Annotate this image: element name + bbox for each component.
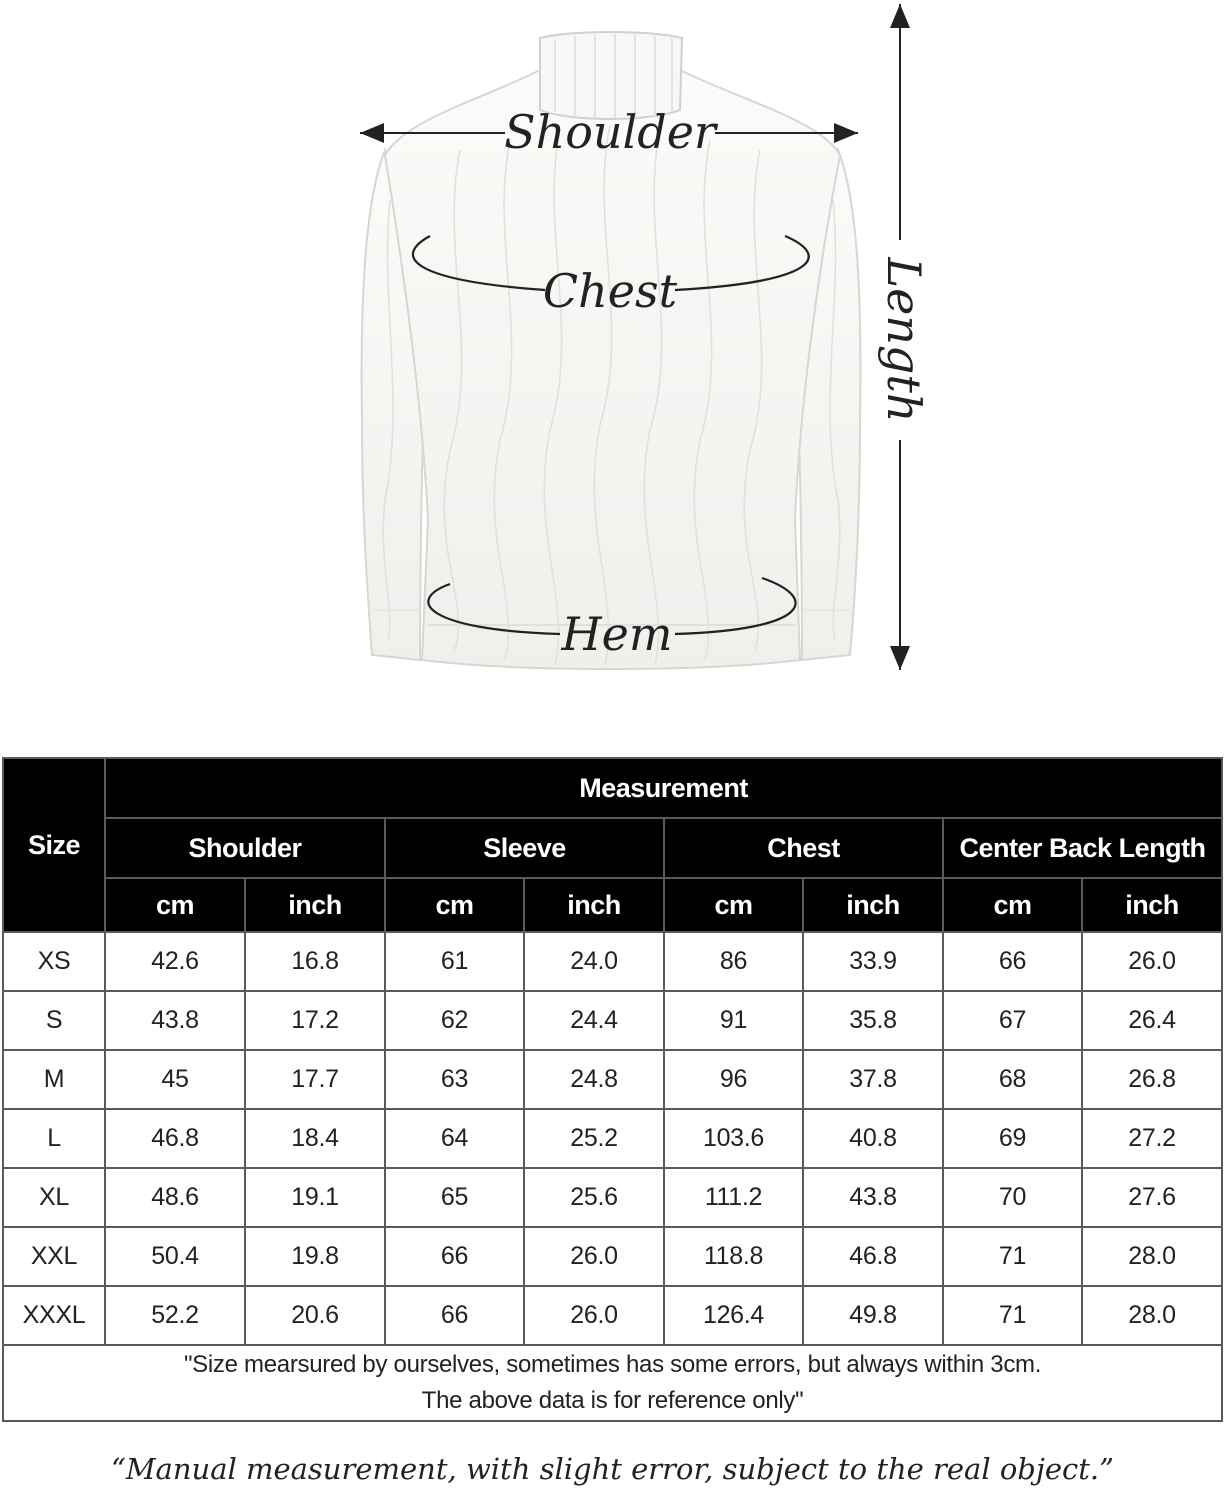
measurement-cell: 18.4 bbox=[245, 1109, 385, 1168]
measurement-cell: 19.1 bbox=[245, 1168, 385, 1227]
measurement-cell: 40.8 bbox=[803, 1109, 943, 1168]
table-note bbox=[3, 1345, 1222, 1421]
size-cell: XXXL bbox=[3, 1286, 105, 1345]
size-chart-table bbox=[2, 757, 1223, 1422]
table-row bbox=[3, 991, 1222, 1050]
measurement-cell: 64 bbox=[385, 1109, 524, 1168]
table-note-line1: "Size mearsured by ourselves, sometimes has some errors, but always within 3cm. bbox=[183, 1351, 1042, 1378]
measurement-cell: 71 bbox=[943, 1227, 1082, 1286]
size-cell: L bbox=[3, 1109, 105, 1168]
measurement-cell: 20.6 bbox=[245, 1286, 385, 1345]
measurement-cell: 26.4 bbox=[1082, 991, 1222, 1050]
measurement-cell: 27.6 bbox=[1082, 1168, 1222, 1227]
table-note-line2: The above data is for reference only" bbox=[421, 1387, 804, 1414]
measurement-cell: 16.8 bbox=[245, 932, 385, 991]
measurement-cell: 70 bbox=[943, 1168, 1082, 1227]
hem-label: Hem bbox=[561, 607, 673, 661]
measurement-cell: 103.6 bbox=[664, 1109, 803, 1168]
group-header: Shoulder bbox=[105, 818, 385, 878]
measurement-cell: 28.0 bbox=[1082, 1286, 1222, 1345]
measurement-cell: 43.8 bbox=[803, 1168, 943, 1227]
measurement-cell: 118.8 bbox=[664, 1227, 803, 1286]
unit-header: cm bbox=[385, 878, 524, 932]
chest-label: Chest bbox=[542, 264, 678, 318]
unit-header: cm bbox=[943, 878, 1082, 932]
table-row bbox=[3, 1050, 1222, 1109]
group-header: Sleeve bbox=[385, 818, 664, 878]
size-cell: M bbox=[3, 1050, 105, 1109]
table-row bbox=[3, 1109, 1222, 1168]
measurement-cell: 66 bbox=[385, 1286, 524, 1345]
shoulder-label: Shoulder bbox=[504, 105, 716, 159]
measurement-cell: 68 bbox=[943, 1050, 1082, 1109]
measurement-cell: 71 bbox=[943, 1286, 1082, 1345]
measurement-cell: 86 bbox=[664, 932, 803, 991]
measurement-header: Measurement bbox=[105, 758, 1222, 818]
group-header: Center Back Length bbox=[943, 818, 1222, 878]
unit-header: inch bbox=[803, 878, 943, 932]
measurement-cell: 52.2 bbox=[105, 1286, 245, 1345]
measurement-cell: 43.8 bbox=[105, 991, 245, 1050]
measurement-cell: 48.6 bbox=[105, 1168, 245, 1227]
size-cell: XL bbox=[3, 1168, 105, 1227]
measurement-cell: 65 bbox=[385, 1168, 524, 1227]
measurement-cell: 96 bbox=[664, 1050, 803, 1109]
measurement-cell: 46.8 bbox=[105, 1109, 245, 1168]
measurement-cell: 67 bbox=[943, 991, 1082, 1050]
measurement-cell: 50.4 bbox=[105, 1227, 245, 1286]
table-row bbox=[3, 1168, 1222, 1227]
measurement-cell: 26.0 bbox=[1082, 932, 1222, 991]
measurement-cell: 33.9 bbox=[803, 932, 943, 991]
measurement-cell: 49.8 bbox=[803, 1286, 943, 1345]
measurement-cell: 24.8 bbox=[524, 1050, 664, 1109]
measurement-cell: 69 bbox=[943, 1109, 1082, 1168]
size-cell: XS bbox=[3, 932, 105, 991]
unit-header: inch bbox=[245, 878, 385, 932]
sweater-measurement-diagram bbox=[0, 0, 1225, 740]
measurement-cell: 46.8 bbox=[803, 1227, 943, 1286]
group-header: Chest bbox=[664, 818, 943, 878]
measurement-cell: 26.0 bbox=[524, 1227, 664, 1286]
measurement-cell: 42.6 bbox=[105, 932, 245, 991]
footer-note: “Manual measurement, with slight error, subject to the real object.” bbox=[111, 1452, 1114, 1486]
measurement-cell: 17.7 bbox=[245, 1050, 385, 1109]
measurement-cell: 25.2 bbox=[524, 1109, 664, 1168]
table-row bbox=[3, 932, 1222, 991]
unit-header: inch bbox=[1082, 878, 1222, 932]
measurement-cell: 17.2 bbox=[245, 991, 385, 1050]
table-row bbox=[3, 1286, 1222, 1345]
measurement-cell: 91 bbox=[664, 991, 803, 1050]
measurement-cell: 27.2 bbox=[1082, 1109, 1222, 1168]
measurement-cell: 35.8 bbox=[803, 991, 943, 1050]
size-cell: XXL bbox=[3, 1227, 105, 1286]
measurement-cell: 63 bbox=[385, 1050, 524, 1109]
measurement-cell: 61 bbox=[385, 932, 524, 991]
size-header: Size bbox=[3, 758, 105, 932]
measurement-cell: 126.4 bbox=[664, 1286, 803, 1345]
measurement-cell: 66 bbox=[943, 932, 1082, 991]
measurement-cell: 111.2 bbox=[664, 1168, 803, 1227]
measurement-cell: 24.4 bbox=[524, 991, 664, 1050]
measurement-cell: 26.8 bbox=[1082, 1050, 1222, 1109]
measurement-cell: 66 bbox=[385, 1227, 524, 1286]
table-row bbox=[3, 1227, 1222, 1286]
measurement-cell: 28.0 bbox=[1082, 1227, 1222, 1286]
measurement-cell: 24.0 bbox=[524, 932, 664, 991]
unit-header: inch bbox=[524, 878, 664, 932]
measurement-cell: 19.8 bbox=[245, 1227, 385, 1286]
measurement-cell: 62 bbox=[385, 991, 524, 1050]
measurement-cell: 45 bbox=[105, 1050, 245, 1109]
measurement-cell: 25.6 bbox=[524, 1168, 664, 1227]
size-cell: S bbox=[3, 991, 105, 1050]
unit-header: cm bbox=[664, 878, 803, 932]
measurement-cell: 26.0 bbox=[524, 1286, 664, 1345]
measurement-cell: 37.8 bbox=[803, 1050, 943, 1109]
length-label: Length bbox=[877, 257, 931, 423]
unit-header: cm bbox=[105, 878, 245, 932]
